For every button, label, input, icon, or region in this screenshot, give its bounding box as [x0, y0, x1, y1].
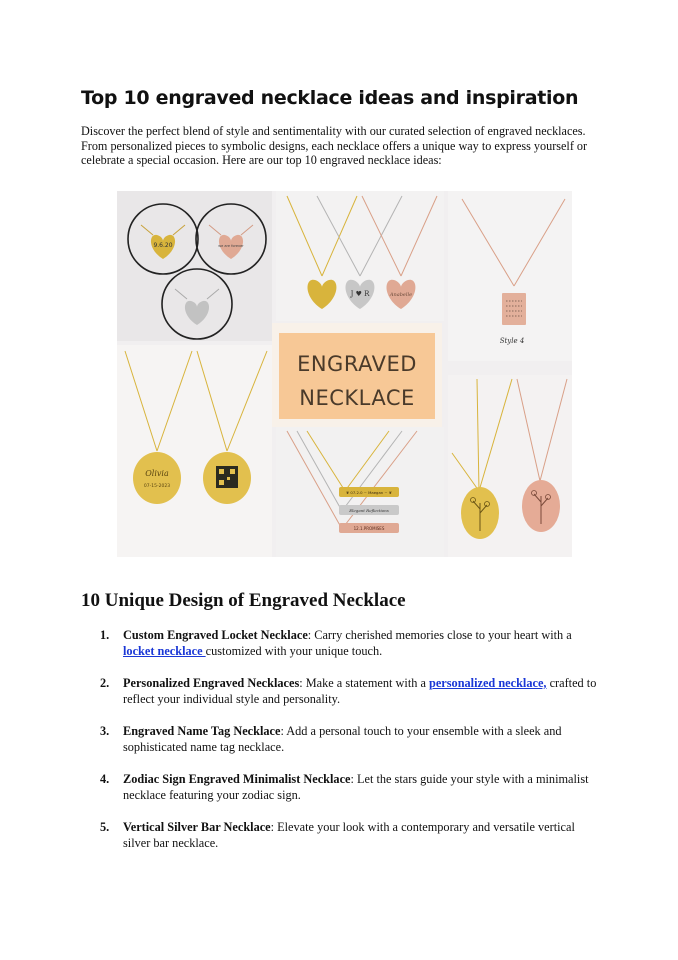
heart-engraving-date: 9.6.20: [153, 242, 173, 249]
list-item: 5. Vertical Silver Bar Necklace: Elevate your look with a contemporary and versatile vertical silver bar necklace.: [100, 820, 575, 850]
engraved-necklace-banner: [272, 323, 442, 427]
item-title: Personalized Engraved Necklaces: [123, 676, 300, 690]
necklace-ideas-list: [100, 627, 600, 867]
bar-engraving-1: ❦ 07.2.0 ~ Maegan ~ ❦: [346, 490, 392, 495]
list-item: 3. Engraved Name Tag Necklace: Add a personal touch to your ensemble with a sleek and sophisticated name tag necklace.: [100, 724, 562, 754]
item-title: Custom Engraved Locket Necklace: [123, 628, 308, 642]
disc-name: Olivia: [145, 469, 169, 478]
banner-line-2: NECKLACE: [299, 386, 415, 410]
bar-engraving-3: 12.1.PROMISES: [353, 526, 385, 531]
bar-engraving-2: Elegant Reflections: [349, 508, 389, 513]
intro-paragraph: Discover the perfect blend of style and sentimentality with our curated selection of engraved necklaces. From personalized pieces to symbolic designs, each necklace offers a unique way to express yourself or celebrate a special occasion. Here are our top 10 engraved necklace ideas:: [81, 124, 588, 168]
list-item: 1. Custom Engraved Locket Necklace: Carry cherished memories close to your heart with a locket necklace customized with your unique touch.: [100, 628, 572, 658]
locket-necklace-link[interactable]: locket necklace: [123, 644, 206, 658]
heart-engraving-forever: we are forever: [218, 244, 244, 248]
section-heading: 10 Unique Design of Engraved Necklace: [81, 590, 406, 611]
collage-graphic: [117, 191, 572, 557]
necklace-collage-image: [117, 191, 572, 557]
list-item: 4. Zodiac Sign Engraved Minimalist Necklace: Let the stars guide your style with a minimalist necklace featuring your zodiac sign.: [100, 772, 589, 802]
heart-engraving-letters: J ♥ R: [350, 290, 370, 298]
item-title: Zodiac Sign Engraved Minimalist Necklace: [123, 772, 351, 786]
page-title: Top 10 engraved necklace ideas and inspiration: [81, 87, 579, 109]
style-caption: Style 4: [499, 337, 525, 345]
item-title: Vertical Silver Bar Necklace: [123, 820, 271, 834]
banner-line-1: ENGRAVED: [297, 352, 417, 376]
personalized-necklace-link[interactable]: personalized necklace,: [429, 676, 547, 690]
disc-date: 07-15-2023: [143, 484, 171, 489]
item-title: Engraved Name Tag Necklace: [123, 724, 281, 738]
list-item: 2. Personalized Engraved Necklaces: Make a statement with a personalized necklace, crafted to reflect your individual style and personality.: [100, 676, 597, 706]
heart-engraving-script: Anabelle: [389, 292, 413, 298]
